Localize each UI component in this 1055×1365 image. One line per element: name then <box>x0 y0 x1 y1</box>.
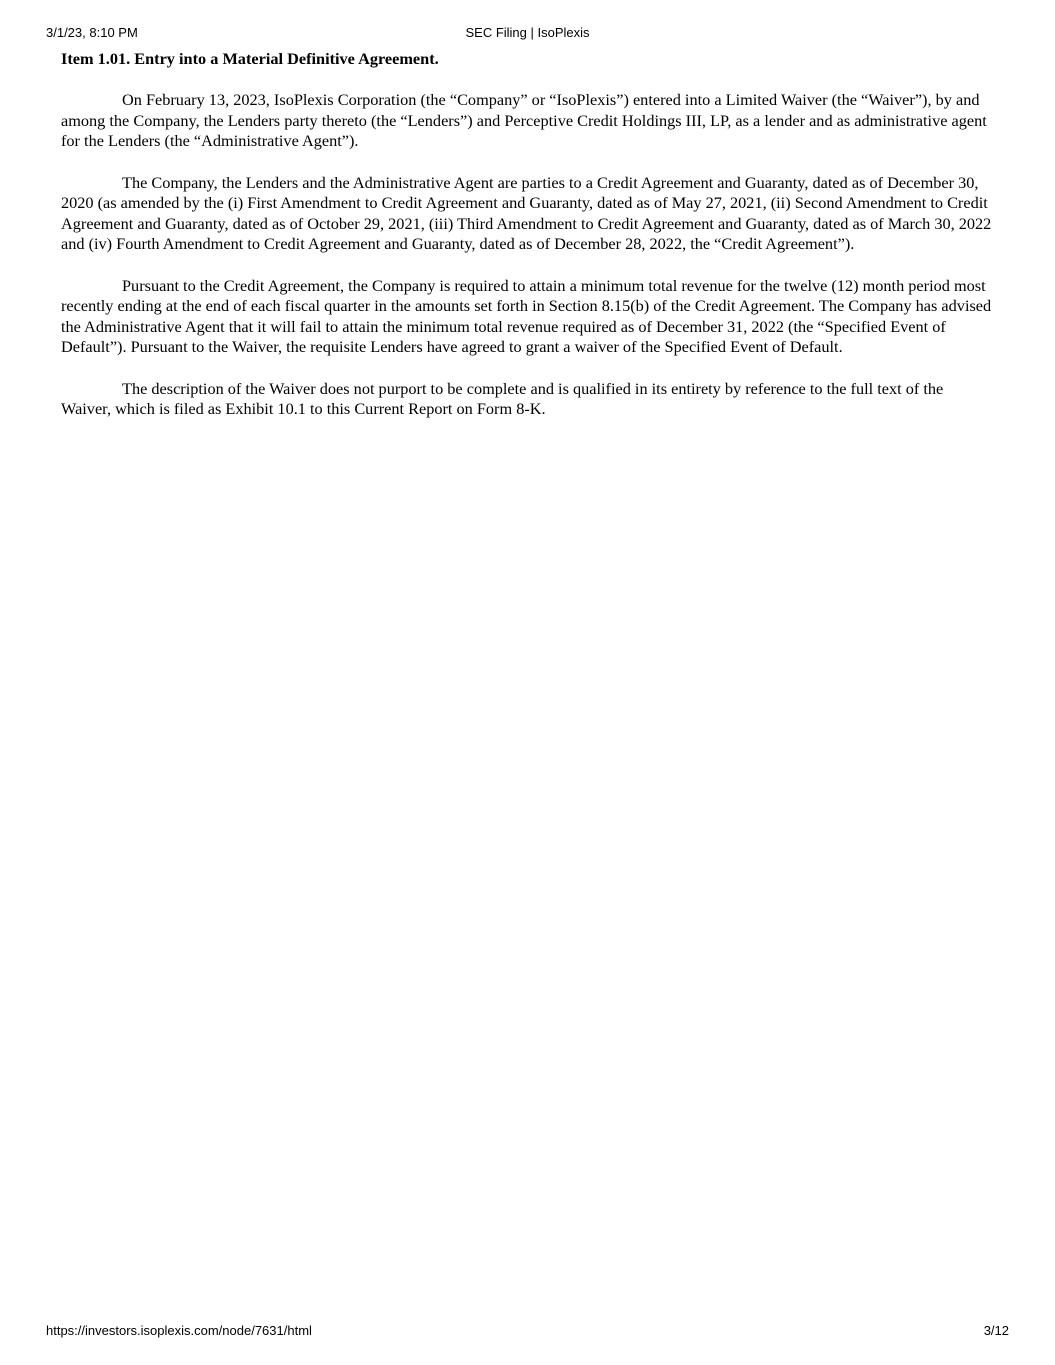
print-page-title: SEC Filing | IsoPlexis <box>465 25 590 40</box>
document-body <box>61 49 996 440</box>
source-url: https://investors.isoplexis.com/node/7631/html <box>46 1323 312 1338</box>
page-number: 3/12 <box>983 1323 1009 1338</box>
paragraph-revenue-default: Pursuant to the Credit Agreement, the Company is required to attain a minimum total revenue for the twelve (12) month period most recently ending at the end of each fiscal quarter in the amounts set forth in Section 8.15(b) of the Credit Agreement. The Company has advised the Administrative Agent that it will fail to attain the minimum total revenue required as of December 31, 2022 (the “Specified Event of Default”). Pursuant to the Waiver, the requisite Lenders have agreed to grant a waiver of the Specified Event of Default. <box>61 275 992 357</box>
item-heading: Item 1.01. Entry into a Material Definitive Agreement. <box>61 49 439 68</box>
paragraph-description-qualifier: The description of the Waiver does not purport to be complete and is qualified in its entirety by reference to the full text of the Waiver, which is filed as Exhibit 10.1 to this Current Report on Form 8-K. <box>61 378 944 419</box>
paragraph-credit-agreement: The Company, the Lenders and the Administrative Agent are parties to a Credit Agreement and Guaranty, dated as of December 30, 2020 (as amended by the (i) First Amendment to Credit Agreement and Guaranty, dated as of May 27, 2021, (ii) Second Amendment to Credit Agreement and Guaranty, dated as of October 29, 2021, (iii) Third Amendment to Credit Agreement and Guaranty, dated as of March 30, 2022 and (iv) Fourth Amendment to Credit Agreement and Guaranty, dated as of December 28, 2022, the “Credit Agreement”). <box>61 172 992 254</box>
paragraph-waiver-entry: On February 13, 2023, IsoPlexis Corporation (the “Company” or “IsoPlexis”) entered into a Limited Waiver (the “Waiver”), by and among the Company, the Lenders party thereto (the “Lenders”) and Perceptive Credit Holdings III, LP, as a lender and as administrative agent for the Lenders (the “Administrative Agent”). <box>61 90 987 151</box>
print-header <box>46 25 1009 41</box>
print-footer <box>46 1323 1009 1339</box>
print-date: 3/1/23, 8:10 PM <box>46 25 138 40</box>
